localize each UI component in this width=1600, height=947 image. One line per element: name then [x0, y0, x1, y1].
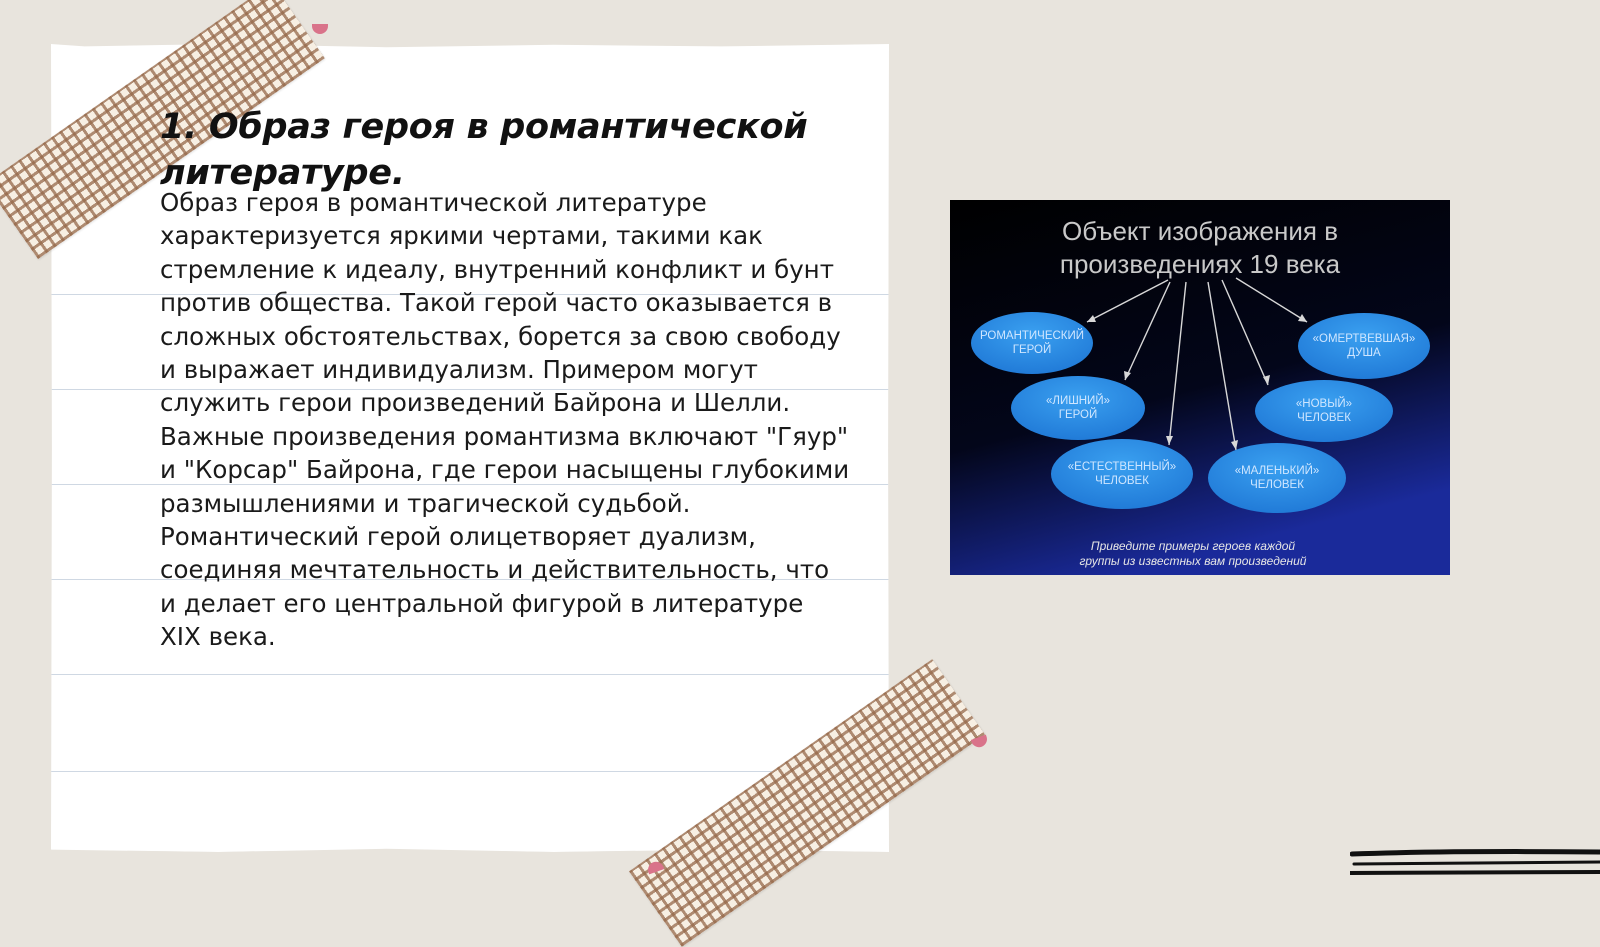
diagram-title-line1: Объект изображения в	[1061, 216, 1339, 246]
brush-line	[1352, 852, 1600, 854]
slide-body-text: Образ героя в романтической литературе характеризуется яркими чертами, такими как стремление к идеалу, внутренний конфликт и бунт против общества. Такой герой часто оказывается в сложных обстоятельствах, борется за свою свободу и выражает индивидуализм. Примером могут служить герои произведений Байрона и Шелли. Важные произведения романтизма включают "Гяур" и "Корсар" Байрона, где герои насыщены глубокими размышлениями и трагической судьбой. Романтический герой олицетворяет дуализм, соединяя мечтательность и действительность, что и делает его центральной фигурой в литературе XIX века.	[160, 188, 850, 652]
diagram-caption-line1: Приведите примеры героев каждой	[1090, 539, 1296, 553]
slide-title: 1. Образ героя в романтической литературе.	[160, 107, 808, 193]
paper-rule-line	[51, 771, 889, 772]
node-new-man	[1255, 380, 1393, 442]
node-label-line1: «ОМЕРТВЕВШАЯ»	[1312, 333, 1416, 345]
node-label-line1: «ЕСТЕСТВЕННЫЙ»	[1067, 461, 1177, 473]
node-little-man	[1208, 443, 1346, 513]
brush-line	[1354, 862, 1600, 864]
node-label-line1: «ЛИШНИЙ»	[1046, 395, 1110, 407]
node-label-line2: ДУША	[1347, 347, 1381, 359]
brush-line	[1350, 872, 1600, 873]
diagram-title-line2: произведениях 19 века	[1059, 249, 1341, 279]
tape-corner-decoration	[312, 24, 328, 34]
node-ellipse	[971, 312, 1093, 374]
node-label-line2: ГЕРОЙ	[1058, 409, 1098, 421]
node-romantic-hero	[971, 312, 1093, 374]
node-label-line2: ЧЕЛОВЕК	[1095, 475, 1149, 487]
node-dead-soul	[1298, 313, 1430, 379]
node-label-line2: ЧЕЛОВЕК	[1250, 479, 1304, 491]
node-label-line2: ГЕРОЙ	[1012, 344, 1052, 356]
node-ellipse	[1011, 376, 1145, 440]
decorative-brush-lines	[1350, 848, 1600, 888]
node-label-line1: РОМАНТИЧЕСКИЙ	[979, 330, 1085, 342]
node-ellipse	[1298, 313, 1430, 379]
node-ellipse	[1208, 443, 1346, 513]
node-natural-man	[1051, 439, 1193, 509]
node-label-line1: «МАЛЕНЬКИЙ»	[1234, 465, 1320, 477]
node-ellipse	[1051, 439, 1193, 509]
node-label-line1: «НОВЫЙ»	[1295, 398, 1353, 410]
node-superfluous-hero	[1011, 376, 1145, 440]
hero-types-diagram	[950, 200, 1450, 575]
paper-rule-line	[51, 674, 889, 675]
node-label-line2: ЧЕЛОВЕК	[1297, 412, 1351, 424]
node-ellipse	[1255, 380, 1393, 442]
diagram-caption-line2: группы из известных вам произведений	[1079, 554, 1307, 568]
